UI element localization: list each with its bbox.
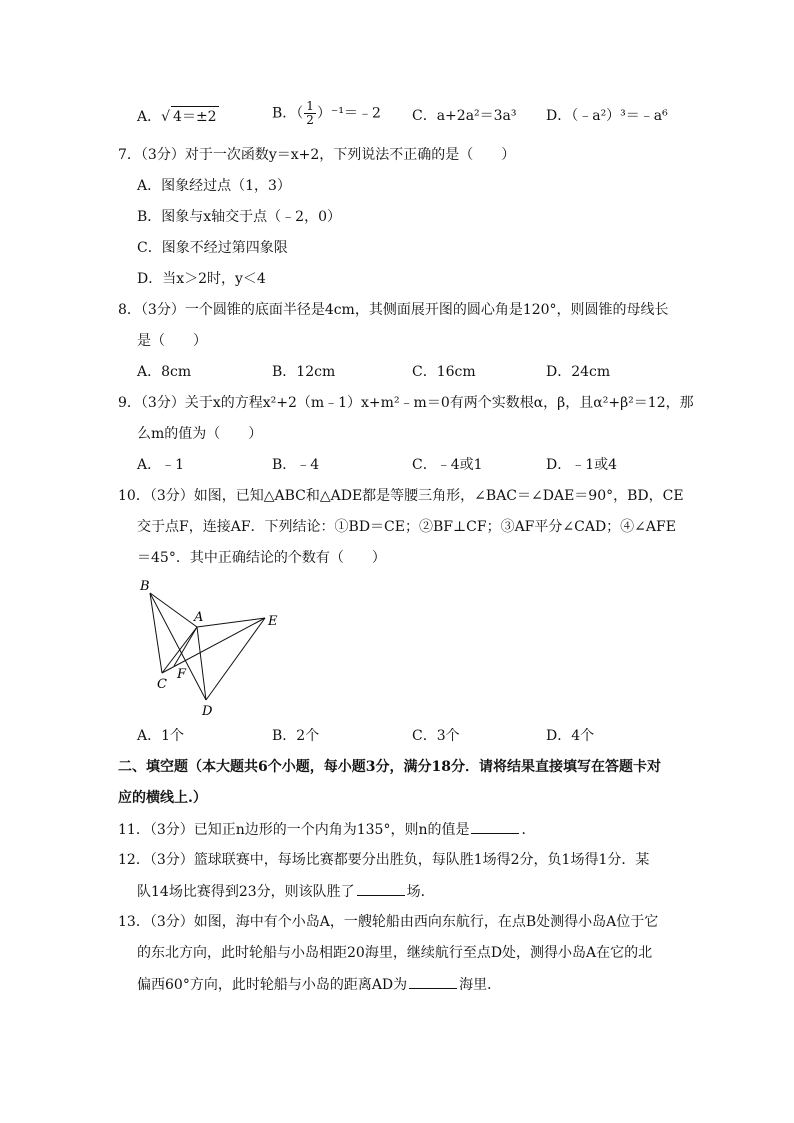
q7-option-d: D．当x＞2时，y＜4	[137, 271, 266, 287]
q6-option-a: A．√ 4＝±2	[137, 106, 219, 127]
q12-stem-1: 12．（3分）篮球联赛中，每场比赛都要分出胜负，每队胜1场得2分，负1场得1分．某	[118, 852, 650, 868]
q13-stem-3: 偏西60°方向，此时轮船与小岛的距离AD为 海里．	[137, 974, 501, 995]
segment-ae	[197, 618, 265, 627]
q9-stem-1: 9．（3分）关于x的方程x²+2（m﹣1）x+m²﹣m＝0有两个实数根α，β，且α²+β²＝12，那	[118, 395, 694, 411]
q6-option-d: D．（﹣a²）³＝﹣a⁶	[546, 108, 668, 124]
q13-stem-1: 13．（3分）如图，海中有个小岛A，一艘轮船由西向东航行，在点B处测得小岛A位于它	[118, 914, 659, 930]
label-c: C	[157, 677, 167, 692]
segment-ad	[197, 627, 206, 700]
q10-option-c: C．3个	[412, 728, 460, 744]
section-2-heading-line-2: 应的横线上.）	[118, 790, 207, 806]
q11-stem: 11．（3分）已知正n边形的一个内角为135°，则n的值是 ．	[118, 819, 535, 840]
segment-ba	[150, 593, 197, 627]
q9-option-d: D．﹣1或4	[546, 457, 618, 473]
label-b: B	[140, 579, 150, 594]
q13-answer-blank[interactable]	[409, 974, 457, 989]
q6-option-c: C．a+2a²＝3a³	[412, 108, 517, 124]
section-2-heading-line-1: 二、填空题（本大题共6个小题，每小题3分，满分18分．请将结果直接填写在答题卡对	[118, 759, 661, 775]
q9-option-c: C．﹣4或1	[412, 457, 483, 473]
q12-answer-blank[interactable]	[357, 881, 405, 896]
q13-stem-2: 的东北方向，此时轮船与小岛相距20海里，继续航行至点D处，测得小岛A在它的北	[137, 945, 653, 961]
label-a: A	[194, 610, 204, 625]
q8-option-b: B．12cm	[272, 364, 336, 380]
q10-option-b: B．2个	[272, 728, 320, 744]
q9-option-a: A．﹣1	[137, 457, 185, 473]
q8-option-c: C．16cm	[412, 364, 476, 380]
q8-option-a: A．8cm	[137, 364, 192, 380]
q8-stem-1: 8．（3分）一个圆锥的底面半径是4cm，其侧面展开图的圆心角是120°，则圆锥的母线长	[118, 302, 669, 318]
q8-stem-2: 是（ ）	[137, 333, 207, 349]
q7-stem: 7．（3分）对于一次函数y＝x+2，下列说法不正确的是（ ）	[118, 147, 516, 163]
label-d: D	[202, 704, 213, 719]
q10-stem-1: 10．（3分）如图，已知△ABC和△ADE都是等腰三角形，∠BAC＝∠DAE＝90°，BD，CE	[118, 488, 684, 504]
q10-option-a: A．1个	[137, 728, 185, 744]
q8-option-d: D．24cm	[546, 364, 611, 380]
q10-stem-3: ＝45°．其中正确结论的个数有（ ）	[137, 550, 386, 566]
q6-option-b: B．（ $\frac{1}{2}$ ）⁻¹＝﹣2	[272, 99, 381, 127]
q9-stem-2: 么m的值为（ ）	[137, 426, 263, 442]
q12-stem-2: 队14场比赛得到23分，则该队胜了 场．	[137, 881, 435, 902]
q10-option-d: D．4个	[546, 728, 595, 744]
q7-option-a: A．图象经过点（1，3）	[137, 178, 291, 194]
label-f: F	[177, 667, 187, 682]
q9-option-b: B．﹣4	[272, 457, 320, 473]
label-e: E	[268, 614, 278, 629]
q7-option-c: C．图象不经过第四象限	[137, 240, 288, 256]
q10-figure	[130, 575, 310, 725]
q7-option-b: B．图象与x轴交于点（﹣2，0）	[137, 209, 341, 225]
q10-stem-2: 交于点F，连接AF．下列结论：①BD＝CE；②BF⊥CF；③AF平分∠CAD；④∠AFE	[137, 519, 676, 535]
q11-answer-blank[interactable]	[471, 819, 519, 834]
segment-de	[206, 618, 265, 700]
